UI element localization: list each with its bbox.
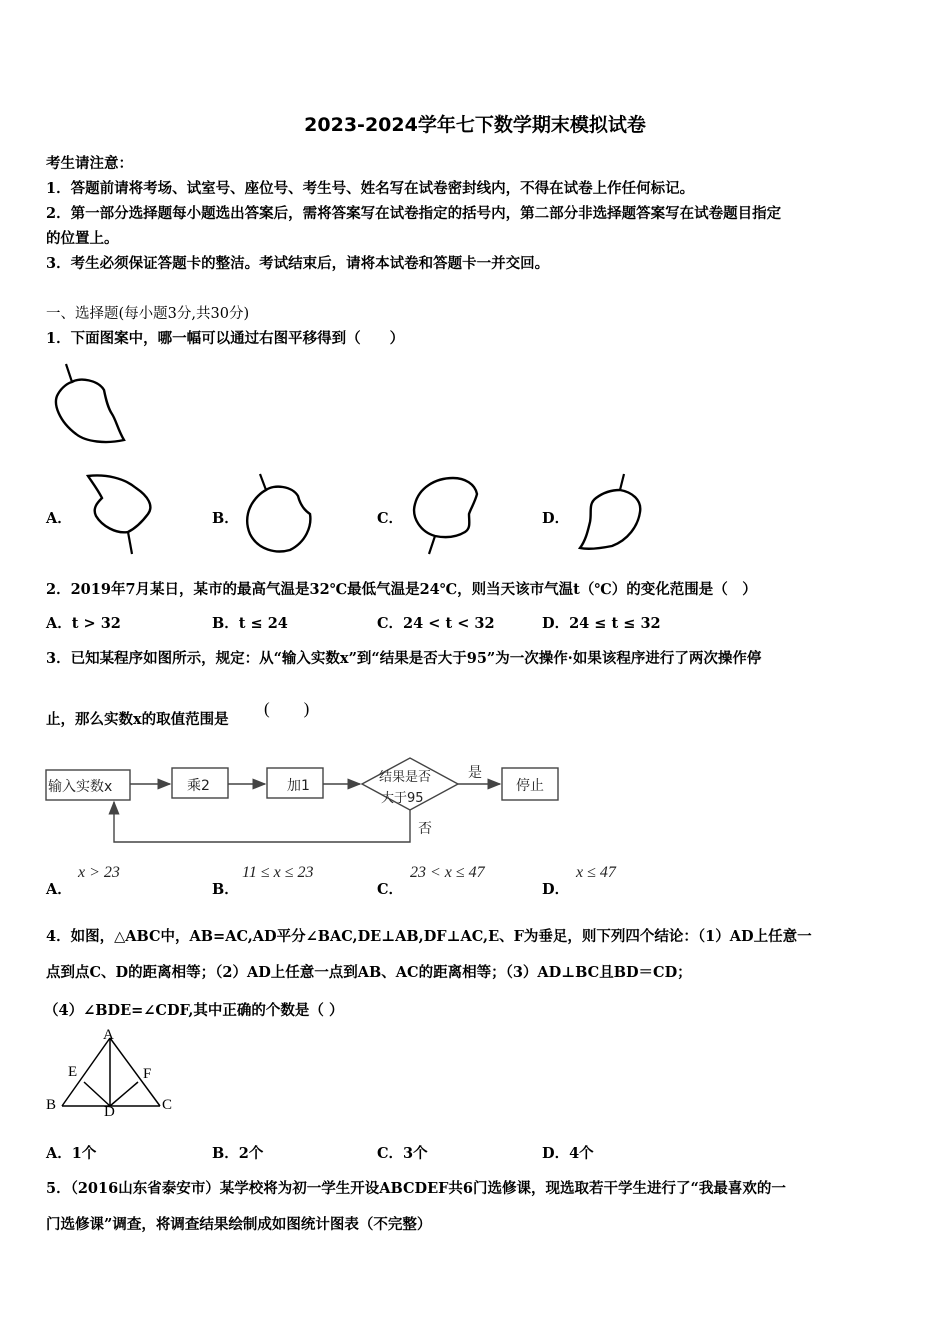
q4-option-c: C．3个 [377, 1145, 428, 1162]
q4-label-e: E [68, 1064, 78, 1080]
flow-yes-label: 是 [468, 765, 482, 781]
flow-multiply-text: 乘2 [187, 778, 210, 794]
q2-option-d-expr: 24 ≤ t ≤ 32 [569, 615, 661, 632]
q1-option-c-label: C． [377, 510, 404, 527]
q4-stem-line-2: 点到点C、D的距离相等；（2）AD上任意一点到AB、AC的距离相等；（3）AD⊥BC且BD＝CD； [46, 964, 692, 981]
q1-option-a-leaf [80, 470, 160, 560]
q1-reference-leaf-figure [40, 360, 140, 460]
q3-option-a-expr: x > 23 [78, 864, 120, 881]
q3-option-b-label: B． [212, 881, 239, 898]
q3-option-a-label: A． [46, 881, 72, 898]
q4-label-d: D [104, 1104, 115, 1120]
q1-option-b-leaf [240, 470, 320, 560]
q3-stem-line-1: 3．已知某程序如图所示，规定：从“输入实数x”到“结果是否大于95”为一次操作·如果该程序进行了两次操作停 [46, 650, 762, 667]
q3-stem-line-2: 止，那么实数x的取值范围是 [46, 711, 229, 728]
q2-option-d-label: D． [542, 615, 570, 632]
q2-option-c [377, 612, 495, 633]
flow-stop-text: 停止 [516, 778, 544, 794]
q1-option-a-label: A． [46, 510, 72, 527]
flow-decision-text-1: 结果是否 [379, 770, 432, 785]
q4-label-b: B [46, 1097, 57, 1113]
notice-item-2: 2．第一部分选择题每小题选出答案后，需将答案写在试卷指定的括号内，第二部分非选择题答案写在试卷题目指定 [46, 205, 782, 222]
q3-option-d-expr: x ≤ 47 [576, 864, 616, 881]
q2-option-b [212, 612, 288, 633]
q4-label-c: C [162, 1097, 173, 1113]
q2-stem: 2．2019年7月某日，某市的最高气温是32℃最低气温是24℃，则当天该市气温t（℃）的变化范围是（ ） [46, 581, 757, 598]
flow-input-text: 输入实数x [48, 779, 113, 795]
q4-option-d: D．4个 [542, 1145, 594, 1162]
q1-stem: 1．下面图案中，哪一幅可以通过右图平移得到（ ） [46, 330, 405, 347]
q2-option-b-label: B． [212, 615, 239, 632]
q3-option-b-expr: 11 ≤ x ≤ 23 [242, 864, 314, 881]
q3-flowchart [40, 752, 570, 852]
notice-item-2-cont: 的位置上。 [46, 230, 119, 247]
q2-option-a-label: A． [46, 615, 72, 632]
q3-option-d-label: D． [542, 881, 570, 898]
q2-option-a-expr: t > 32 [71, 615, 121, 632]
notice-item-3: 3．考生必须保证答题卡的整洁。考试结束后，请将本试卷和答题卡一并交回。 [46, 255, 550, 272]
notice-item-1: 1．答题前请将考场、试室号、座位号、考生号、姓名写在试卷密封线内，不得在试卷上作任何标记。 [46, 180, 695, 197]
q1-option-d-label: D． [542, 510, 570, 527]
q4-stem-line-3: （4）∠BDE=∠CDF,其中正确的个数是（ ） [44, 1002, 344, 1019]
q5-stem-line-1: 5．（2016山东省泰安市）某学校将为初一学生开设ABCDEF共6门选修课，现选取若干学生进行了“我最喜欢的一 [46, 1180, 786, 1197]
q4-option-b: B．2个 [212, 1145, 264, 1162]
notice-heading: 考生请注意： [46, 155, 133, 172]
q5-stem-line-2: 门选修课”调查，将调查结果绘制成如图统计图表（不完整） [46, 1216, 432, 1233]
q2-option-c-label: C． [377, 615, 404, 632]
flow-decision-text-2: 大于95 [381, 791, 424, 806]
q4-label-a: A [103, 1027, 114, 1043]
page-title: 2023-2024学年七下数学期末模拟试卷 [304, 114, 646, 136]
q2-option-d [542, 612, 661, 633]
q1-option-c-leaf [405, 470, 485, 560]
q3-option-c-expr: 23 < x ≤ 47 [410, 864, 485, 881]
q3-answer-paren: ( ) [264, 699, 310, 718]
section-heading: 一、选择题(每小题3分,共30分) [46, 306, 250, 322]
q2-option-a [46, 612, 121, 633]
q1-option-d-leaf [572, 470, 652, 560]
q2-option-b-expr: t ≤ 24 [238, 615, 288, 632]
q4-stem-line-1: 4．如图，△ABC中，AB=AC,AD平分∠BAC,DE⊥AB,DF⊥AC,E、F为垂足，则下列四个结论：（1）AD上任意一 [46, 928, 812, 945]
q1-option-b-label: B． [212, 510, 239, 527]
flow-add-text: 加1 [287, 778, 310, 794]
q4-label-f: F [143, 1066, 152, 1082]
q2-option-c-expr: 24 < t < 32 [403, 615, 495, 632]
q3-option-c-label: C． [377, 881, 404, 898]
flow-no-label: 否 [418, 821, 432, 837]
q4-option-a: A．1个 [46, 1145, 97, 1162]
